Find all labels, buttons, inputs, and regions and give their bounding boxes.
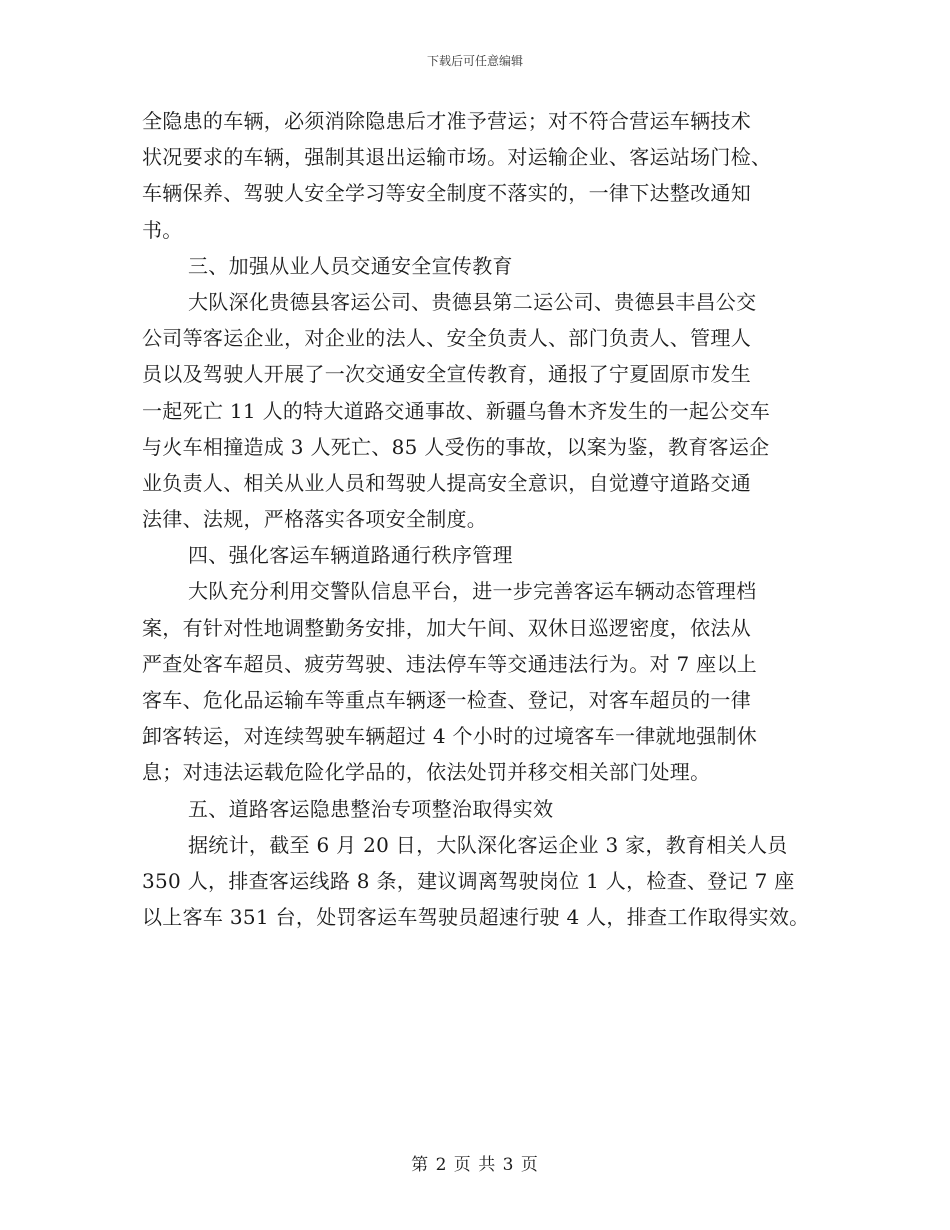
text-line: 业负责人、相关从业人员和驾驶人提高安全意识，自觉遵守道路交通 [142,470,751,495]
text-line: 案，有针对性地调整勤务安排，加大午间、双休日巡逻密度，依法从 [142,615,751,640]
text-line: 严查处客车超员、疲劳驾驶、违法停车等交通违法行为。对 7 座以上 [142,651,758,676]
text-line: 书。 [142,217,183,242]
text-line: 据统计，截至 6 月 20 日，大队深化客运企业 3 家，教育相关人员 [188,832,788,857]
text-line: 全隐患的车辆，必须消除隐患后才准予营运；对不符合营运车辆技术 [142,109,751,133]
text-line: 车辆保养、驾驶人安全学习等安全制度不落实的，一律下达整改通知 [142,181,751,206]
text-line: 大队深化贵德县客运公司、贵德县第二运公司、贵德县丰昌公交 [188,289,757,314]
text-line: 公司等客运企业，对企业的法人、安全负责人、部门负责人、管理人 [142,326,751,351]
text-line: 四、强化客运车辆道路通行秩序管理 [188,543,513,568]
text-line: 客车、危化品运输车等重点车辆逐一检查、登记，对客车超员的一律 [142,688,751,712]
text-line: 大队充分利用交警队信息平台，进一步完善客运车辆动态管理档 [188,579,757,604]
text-line: 法律、法规，严格落实各项安全制度。 [142,507,488,532]
text-line: 息；对违法运载危险化学品的，依法处罚并移交相关部门处理。 [142,760,711,785]
text-line: 以上客车 351 台，处罚客运车驾驶员超速行驶 4 人，排查工作取得实效。 [142,905,810,930]
text-line: 一起死亡 11 人的特大道路交通事故、新疆乌鲁木齐发生的一起公交车 [142,398,771,423]
text-line: 卸客转运，对连续驾驶车辆超过 4 个小时的过境客车一律就地强制休 [142,724,758,749]
text-line: 350 人，排查客运线路 8 条，建议调离驾驶岗位 1 人，检查、登记 7 座 [142,868,795,893]
text-line: 员以及驾驶人开展了一次交通安全宣传教育，通报了宁夏固原市发生 [142,362,751,387]
page-header: 下载后可任意编辑 [426,54,523,68]
text-line: 与火车相撞造成 3 人死亡、85 人受伤的事故，以案为鉴，教育客运企 [142,434,770,459]
document-body [142,103,832,935]
page-footer: 第 2 页 共 3 页 [411,1155,539,1175]
text-line: 状况要求的车辆，强制其退出运输市场。对运输企业、客运站场门检、 [142,145,772,170]
text-line: 五、道路客运隐患整治专项整治取得实效 [188,796,554,821]
text-line: 三、加强从业人员交通安全宣传教育 [188,253,513,278]
